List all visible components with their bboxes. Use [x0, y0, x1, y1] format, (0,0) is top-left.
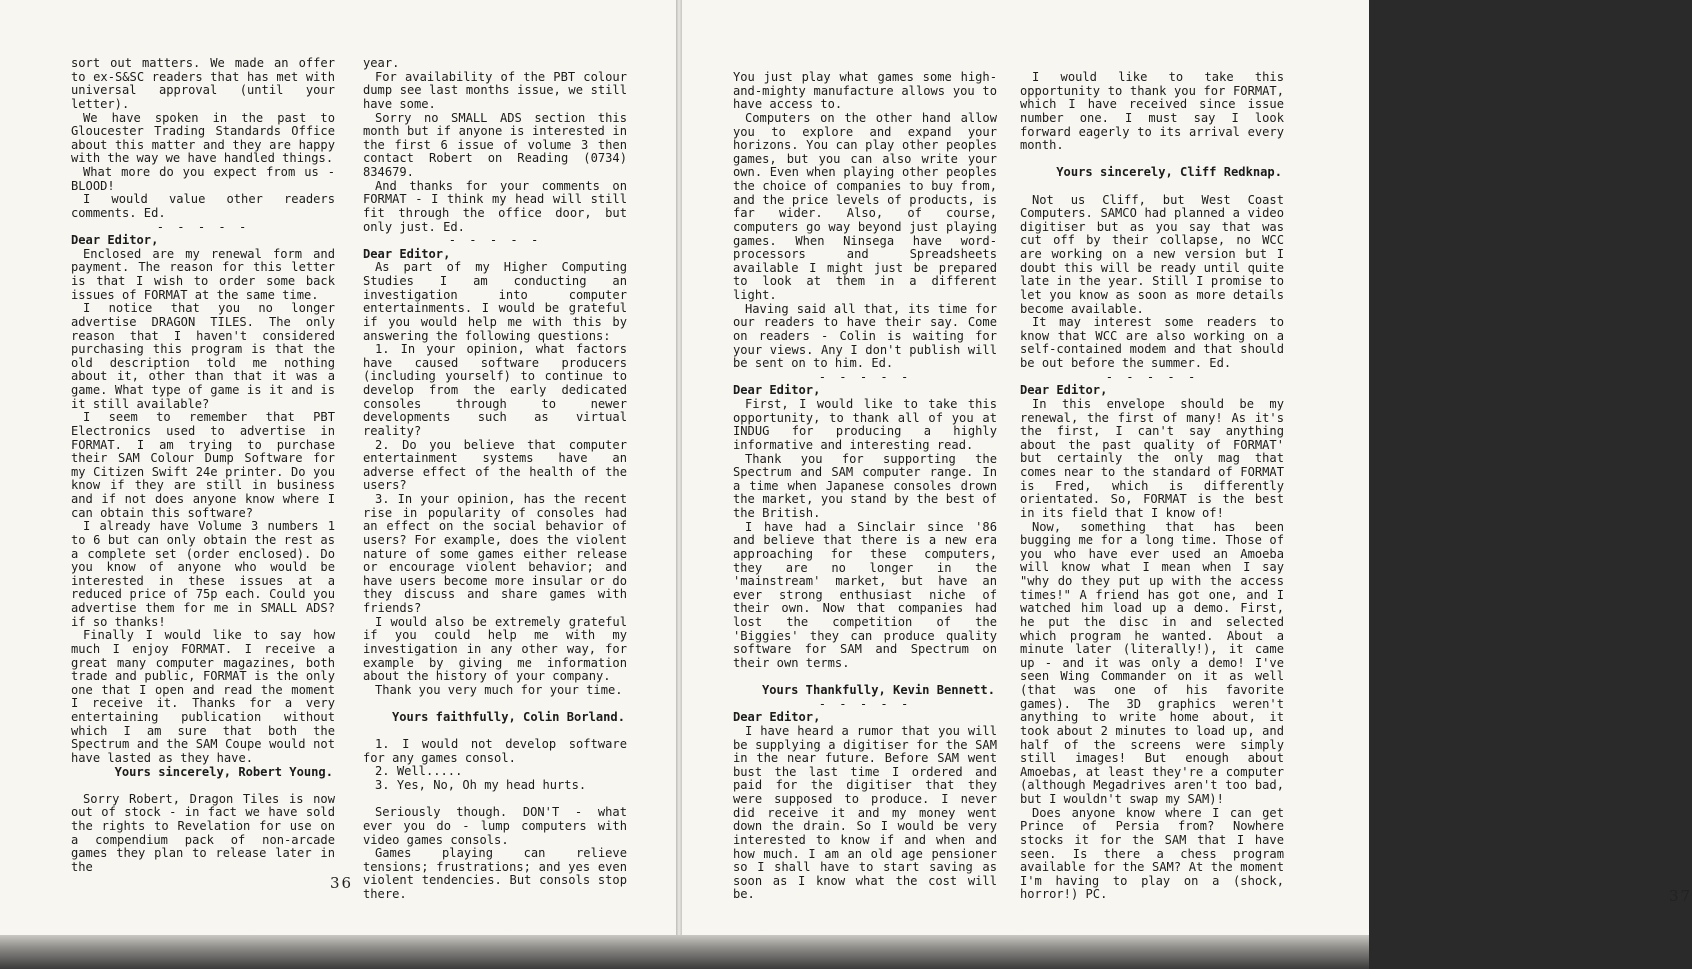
paragraph: Games playing can relieve tensions; frustrations; and yes even violent tendencies. But consols stop there.	[363, 846, 627, 902]
paragraph: I would also be extremely grateful if you could help me with my investigation in any other way, for example by giving me information about the history of your company.	[363, 614, 627, 684]
scan-shadow	[0, 935, 1369, 969]
paragraph: 1. I would not develop software for any games consol.	[363, 737, 627, 765]
paragraph: Sorry no SMALL ADS section this month but if anyone is interested in the first 6 issue of volume 3 then contact Robert on Reading (0734) 834679.	[363, 110, 627, 179]
paragraph: In this envelope should be my renewal, the first of many! As it's the first, I can't say anything about the past quality of FORMAT' but certainly the only mag that comes near to the standard of FORMAT is Fred, which is differently orientated. So, FORMAT is the best in its field that I know of!	[1020, 396, 1284, 520]
paragraph: Enclosed are my renewal form and payment. The reason for this letter is that I wish to order some back issues of FORMAT at the same time.	[71, 246, 335, 302]
spacer	[363, 697, 627, 711]
paragraph: What more do you expect from us - BLOOD!	[71, 165, 335, 193]
paragraph: And thanks for your comments on FORMAT - I think my head will still fit through the office door, but only just. Ed.	[363, 178, 627, 234]
paragraph: 1. In your opinion, what factors have caused software producers (including yourself) to continue to develop from the early dedicated consoles through to newer developments such as virtual reality?	[363, 342, 627, 438]
paragraph: As part of my Higher Computing Studies I am conducting an investigation into computer entertainments. I would be grateful if you would help me with this by answering the following questions:	[363, 260, 627, 343]
letter-separator: - - - - -	[1105, 369, 1199, 384]
paragraph: I would value other readers comments. Ed.	[71, 192, 335, 220]
paragraph: We have spoken in the past to Gloucester Trading Standards Office about this matter and they are happy with the way we have handled things.	[71, 110, 335, 166]
paragraph: Thank you for supporting the Spectrum and SAM computer range. In a time when Japanese consoles drown the market, you stand by the best of the British.	[733, 451, 997, 520]
paragraph: Computers on the other hand allow you to explore and expand your horizons. You can play other peoples games, but you can also write your own. Even when playing other peoples the choice of companies to buy from, and the price levels of products, is far wider. Also, of course, computers go way beyond just playing games. When Ninsega have word-processors and Spreadsheets available I might just be prepared to look at them in a different light.	[733, 110, 997, 302]
paragraph: Does anyone know where I can get Prince of Persia from? Nowhere stocks it for the SAM that I have seen. Is there a chess program available for the SAM? At the moment I'm having to play on a (shock, horror!) PC.	[1020, 805, 1284, 902]
spacer	[363, 793, 627, 807]
page-number: 37	[1669, 887, 1692, 905]
paragraph: I have heard a rumor that you will be supplying a digitiser for the SAM in the near future. Before SAM went bust the last time I ordered and paid for the digitiser that they were supposed to produce. I never did receive it and my money went down the drain. So I would be very interested to know if and when and how much. I am an old age pensioner so I shall have to start saving as soon as I know what the cost will be.	[733, 723, 997, 902]
paragraph: For availability of the PBT colour dump see last months issue, we still have some.	[363, 69, 627, 111]
paragraph: Finally I would like to say how much I enjoy FORMAT. I receive a great many computer magazines, both trade and public, FORMAT is the only one that I open and read the moment I receive it. Thanks for a very entertaining publication without which I am sure that both the Spectrum and the SAM Coupe would not have lasted as they have.	[71, 628, 335, 765]
spacer	[1020, 153, 1284, 167]
letter-separator: - - - - -	[156, 219, 250, 234]
paragraph: I already have Volume 3 numbers 1 to 6 but can only obtain the rest as a complete set (order enclosed). Do you know of anyone who would be interested in these issues at a reduced price of 75p each. Could you advertise them for me in SMALL ADS? if so thanks!	[71, 519, 335, 629]
paragraph: Not us Cliff, but West Coast Computers. SAMCO had planned a video digitiser but as you say that was cut off by their collapse, no WCC are working on a new version but I doubt this will be ready until quite late in the year. Still I promise to let you know as soon as more details become available.	[1020, 192, 1284, 316]
paragraph: year.	[363, 56, 400, 70]
letter-separator: - - - - -	[448, 233, 542, 248]
paragraph: I notice that you no longer advertise DRAGON TILES. The only reason that I haven't considered purchasing this program is that the old description told me nothing about it, other than that it was a game. What type of game is it and is it still available?	[71, 301, 335, 411]
letter-separator: - - - - -	[818, 369, 912, 384]
left-page	[0, 0, 676, 935]
paragraph: Now, something that has been bugging me for a long time. Those of you who have ever used an Amoeba will know what I mean when I say "why do they put up with the access times!" A friend has got one, and I watched him load up a demo. First, he put the disc in and selected which program he wanted. About a minute later (literally!), it came up - and it was only a demo! I've seen Wing Commander on it as well (that was one of his favorite games). The 3D graphics weren't anything to write home about, it took about 2 minutes to load up, and half of the screens were simply still images! But enough about Amoebas, at least they're a computer (although Megadrives aren't too bad, but I wouldn't swap my SAM)!	[1020, 519, 1284, 807]
paragraph: sort out matters. We made an offer to ex-S&SC readers that has met with universal approval (until your letter).	[71, 56, 335, 111]
column-3	[733, 71, 997, 902]
paragraph: I seem to remember that PBT Electronics used to advertise in FORMAT. I am trying to purchase their SAM Colour Dump Software for my Citizen Swift 24e printer. Do you know if they are still in business and if not does anyone know where I can obtain this software?	[71, 410, 335, 520]
paragraph: 2. Do you believe that computer entertainment systems have an adverse effect of the health of the users?	[363, 437, 627, 493]
letter-signature: Yours sincerely, Cliff Redknap.	[1056, 165, 1282, 180]
page-number: 36	[330, 874, 354, 892]
column-1	[71, 57, 335, 874]
column-2	[363, 57, 627, 902]
paragraph: 2. Well.....	[375, 764, 463, 779]
paragraph: Sorry Robert, Dragon Tiles is now out of stock - in fact we have sold the rights to Revelation for use on a compendium pack of non-arcade games they plan to release later in the	[71, 791, 335, 874]
spacer	[1020, 180, 1284, 194]
letter-salutation: Dear Editor,	[733, 383, 821, 398]
spacer	[733, 671, 997, 685]
letter-salutation: Dear Editor,	[71, 233, 159, 248]
letter-salutation: Dear Editor,	[1020, 383, 1108, 398]
column-4	[1020, 71, 1284, 902]
paragraph: Thank you very much for your time.	[375, 682, 623, 697]
letter-signature: Yours Thankfully, Kevin Bennett.	[762, 683, 995, 698]
paragraph: 3. Yes, No, Oh my head hurts.	[375, 778, 587, 793]
letter-separator: - - - - -	[818, 696, 912, 711]
letter-signature: Yours sincerely, Robert Young.	[114, 764, 333, 779]
letter-salutation: Dear Editor,	[733, 710, 821, 725]
letter-signature: Yours faithfully, Colin Borland.	[392, 709, 625, 724]
spacer	[363, 725, 627, 739]
paragraph: Having said all that, its time for our readers to have their say. Come on readers - Colin is waiting for your views. Any I don't publish will be sent on to him. Ed.	[733, 301, 997, 371]
paragraph: 3. In your opinion, has the recent rise in popularity of consoles had an effect on the social behavior of users? For example, does the violent nature of some games either release or encourage violent behavior; and have users become more insular or do they discuss and share games with friends?	[363, 492, 627, 615]
paragraph: It may interest some readers to know that WCC are also working on a self-contained modem and that should be out before the summer. Ed.	[1020, 315, 1284, 371]
letter-salutation: Dear Editor,	[363, 246, 451, 261]
paragraph: I would like to take this opportunity to thank you for FORMAT, which I have received since issue number one. I must say I look forward eagerly to its arrival every month.	[1020, 70, 1284, 153]
paragraph: You just play what games some high-and-mighty manufacture allows you to have access to.	[733, 70, 997, 112]
paragraph: First, I would like to take this opportunity, to thank all of you at INDUG for producing a highly informative and interesting read.	[733, 397, 997, 452]
paragraph: I have had a Sinclair since '86 and believe that there is a new era approaching for these computers, they are no longer in the 'mainstream' market, but have an ever strong enthusiast niche of their own. Now that companies had lost the competition of the 'Biggies' they can produce quality software for SAM and Spectrum on their own terms.	[733, 519, 997, 670]
spacer	[71, 779, 335, 793]
paragraph: Seriously though. DON'T - what ever you do - lump computers with video games consols.	[363, 805, 627, 847]
